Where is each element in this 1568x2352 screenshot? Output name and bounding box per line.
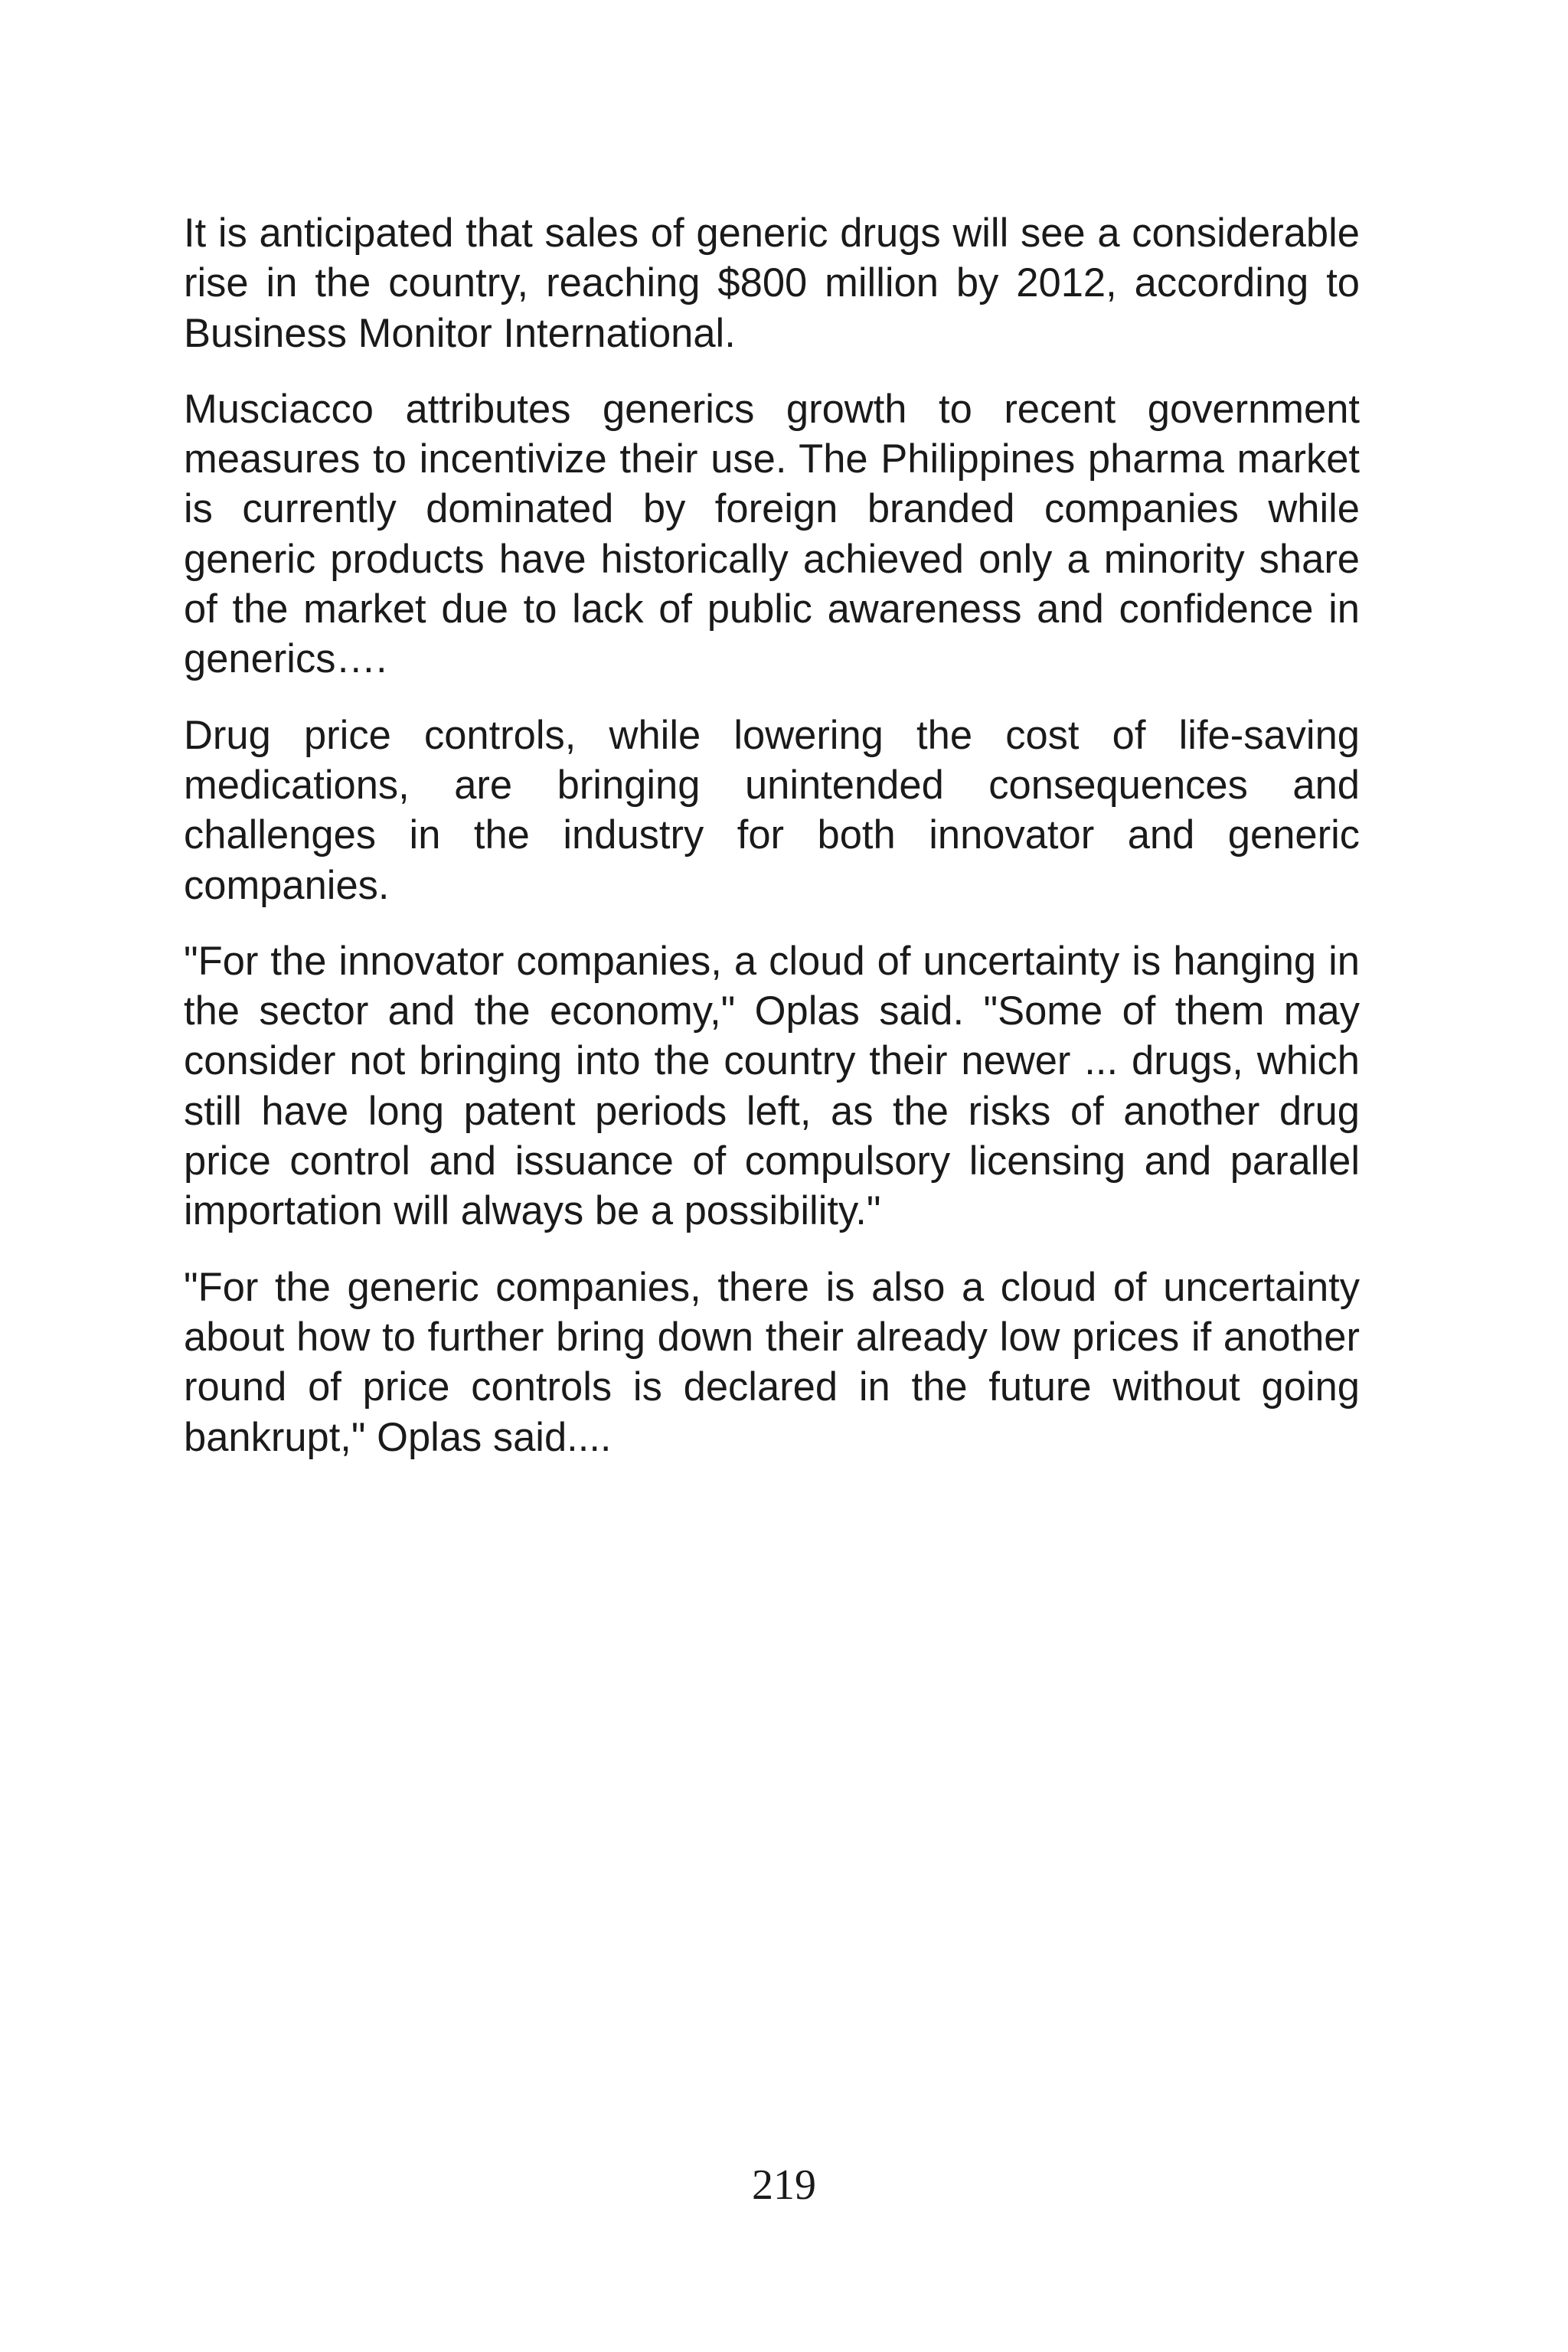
paragraph-innovator-companies-quote: "For the innovator companies, a cloud of uncertainty is hanging in the sector and the economy," Oplas said. "Some of them may consider not bringing into the country their newer ... drugs, which still have long patent periods left, as the risks of another drug price control and issuance of compulsory licensing and parallel importation will always be a possibility." — [184, 938, 1360, 1234]
paragraph-price-controls-consequences: Drug price controls, while lowering the cost of life-saving medications, are bringing unintended consequences and challenges in the industry for both innovator and generic companies. — [184, 712, 1360, 908]
page-number: 219 — [752, 2161, 816, 2209]
paragraph-generic-companies-quote: "For the generic companies, there is also a cloud of uncertainty about how to further bring down their already low prices if another round of price controls is declared in the future without going bankrupt," Oplas said.... — [184, 1264, 1360, 1460]
paragraph-generic-sales-forecast: It is anticipated that sales of generic drugs will see a considerable rise in the country, reaching $800 million by 2012, according to Business Monitor International. — [184, 211, 1360, 356]
paragraph-musciacco-generics-growth: Musciacco attributes generics growth to recent government measures to incentivize their use. The Philippines pharma market is currently dominated by foreign branded companies while generic products have historically achieved only a minority share of the market due to lack of public awareness and confidence in generics…. — [184, 386, 1360, 682]
body-text — [184, 208, 1360, 1488]
